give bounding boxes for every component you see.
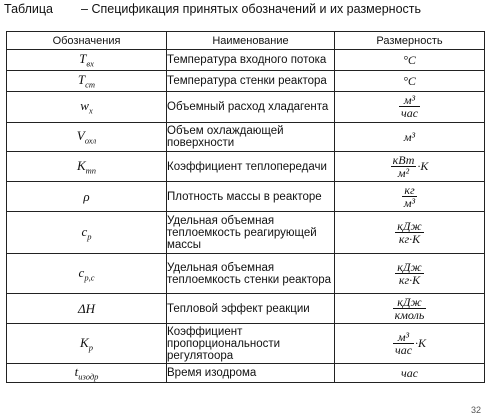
table-row <box>7 364 485 383</box>
dimension-denominator: час <box>394 342 413 357</box>
dimension-numerator: м³ <box>399 94 420 107</box>
name-cell: Удельная объемная теплоемкость реагирующей массы <box>167 212 335 254</box>
dimension-fraction <box>399 94 420 120</box>
caption-label: Таблица <box>4 2 54 16</box>
symbol-subscript: р,с <box>84 272 95 283</box>
table-row <box>7 50 485 71</box>
name-cell: Плотность массы в реакторе <box>167 182 335 212</box>
dimension-multiplier: ·К <box>417 159 429 173</box>
symbol-subscript: р <box>87 231 92 242</box>
symbol-cell <box>7 324 167 364</box>
symbol: V <box>76 128 85 144</box>
dimension-denominator: м² <box>397 165 410 180</box>
symbol: K <box>76 157 86 173</box>
name-cell: Температура стенки реактора <box>167 71 335 92</box>
dimension-numerator: м³ <box>393 331 414 344</box>
symbol: c <box>81 223 88 239</box>
dimension-denominator: кг·К <box>398 272 421 287</box>
dimension-cell <box>335 50 485 71</box>
name-cell: Тепловой эффект реакции <box>167 294 335 324</box>
dimension-denominator: кг·К <box>398 231 421 246</box>
dimension-cell <box>335 123 485 152</box>
name-cell: Удельная объемная теплоемкость стенки реактора <box>167 254 335 294</box>
table-row <box>7 92 485 123</box>
symbol: T <box>79 51 87 67</box>
symbol-cell <box>7 254 167 294</box>
dimension-fraction <box>391 154 417 180</box>
symbol: K <box>80 334 89 350</box>
symbol-cell <box>7 123 167 152</box>
symbol-subscript: тп <box>85 165 97 176</box>
symbol-subscript: р <box>88 342 93 353</box>
symbol-cell <box>7 364 167 383</box>
table-row <box>7 254 485 294</box>
dimension-fraction <box>402 184 417 210</box>
dimension-cell <box>335 364 485 383</box>
symbol: ρ <box>83 188 90 204</box>
name-cell: Объем охлаждающей поверхности <box>167 123 335 152</box>
table-header-row <box>7 32 485 50</box>
dimension-cell <box>335 324 485 364</box>
header-symbols: Обозначения <box>7 32 167 50</box>
symbol-cell <box>7 92 167 123</box>
table-row <box>7 294 485 324</box>
symbol-subscript: вх <box>86 58 94 69</box>
table-row <box>7 182 485 212</box>
dimension: °C <box>403 52 416 67</box>
symbol: T <box>77 72 86 88</box>
name-cell: Время изодрома <box>167 364 335 383</box>
dimension-denominator: час <box>400 106 419 120</box>
dimension-numerator: кДж <box>393 296 427 309</box>
name-cell: Объемный расход хладагента <box>167 92 335 123</box>
symbol-cell <box>7 294 167 324</box>
symbol: w <box>80 98 89 114</box>
name-cell: Коэффициент теплопередачи <box>167 152 335 182</box>
dimension-cell <box>335 152 485 182</box>
header-name: Наименование <box>167 32 335 50</box>
table-row <box>7 324 485 364</box>
symbol-subscript: охл <box>84 135 97 146</box>
dimension: час <box>400 365 419 380</box>
dimension-fraction <box>393 296 427 322</box>
dimension: м³ <box>403 129 416 144</box>
page-number: 32 <box>470 405 481 415</box>
symbol-cell <box>7 71 167 92</box>
dimension-cell <box>335 212 485 254</box>
symbol: t <box>74 364 79 380</box>
dimension-denominator: кмоль <box>394 307 425 322</box>
dimension-cell <box>335 71 485 92</box>
symbol-cell <box>7 50 167 71</box>
dimension-fraction <box>395 220 423 246</box>
dimension: °C <box>403 73 416 88</box>
table-row <box>7 123 485 152</box>
name-cell: Температура входного потока <box>167 50 335 71</box>
table-row <box>7 212 485 254</box>
symbol-cell <box>7 182 167 212</box>
table-body <box>7 50 485 383</box>
dimension-numerator: кДж <box>397 259 422 274</box>
dimension-cell <box>335 182 485 212</box>
dimension-multiplier: ·К <box>415 336 427 350</box>
dimension-fraction <box>393 331 414 357</box>
table-row <box>7 71 485 92</box>
table-caption <box>4 2 421 16</box>
dimension-cell <box>335 92 485 123</box>
dimension-numerator: кг <box>402 184 417 197</box>
dimension-denominator: м³ <box>403 195 416 210</box>
dimension-fraction <box>395 261 423 287</box>
dimension-cell <box>335 254 485 294</box>
name-cell: Коэффициент пропорциональности регулятоора <box>167 324 335 364</box>
symbol-cell <box>7 212 167 254</box>
symbol: ΔH <box>77 300 96 316</box>
dimension-numerator: кДж <box>397 218 422 233</box>
symbol-cell <box>7 152 167 182</box>
header-dimension: Размерность <box>335 32 485 50</box>
caption-title: – Спецификация принятых обозначений и их размерность <box>81 2 422 16</box>
symbol: c <box>78 264 85 280</box>
dimension-numerator: кВт <box>392 152 415 167</box>
dimension-cell <box>335 294 485 324</box>
symbol-subscript: изодр <box>78 371 99 382</box>
table-row <box>7 152 485 182</box>
symbol-subscript: х <box>88 105 93 116</box>
symbol-subscript: ст <box>85 79 96 90</box>
specification-table <box>6 31 485 383</box>
